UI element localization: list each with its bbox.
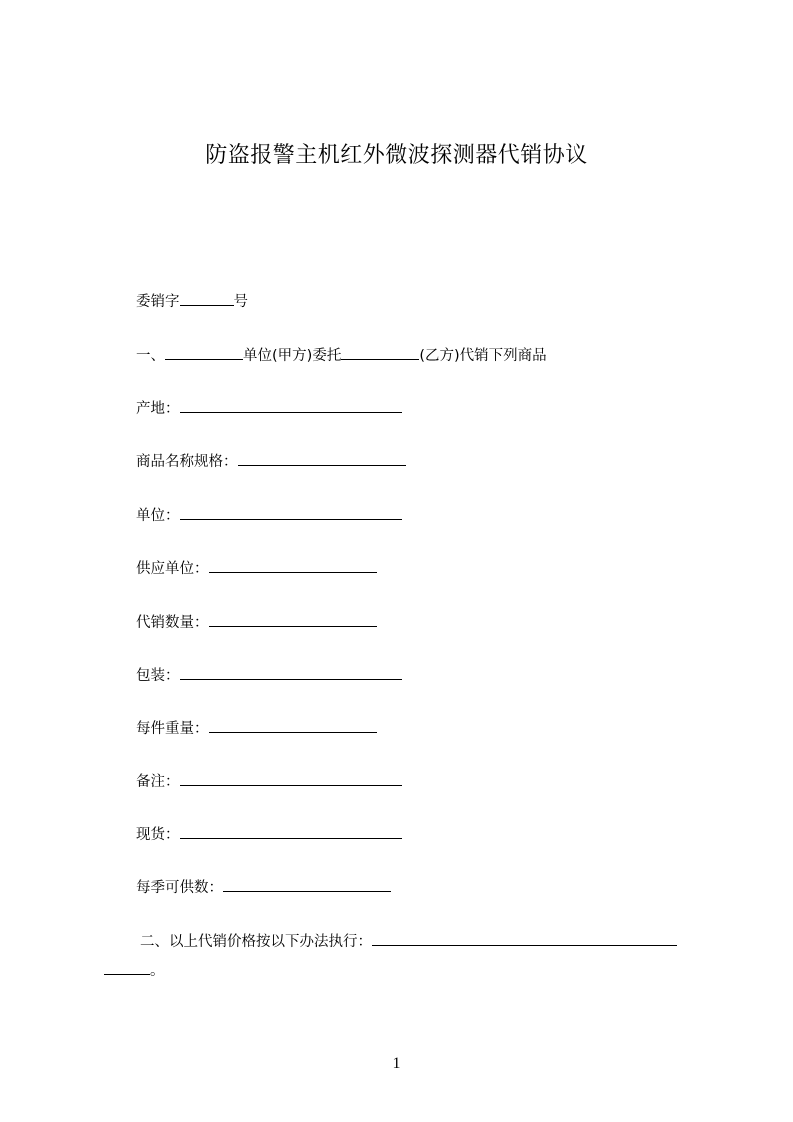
clause-2-end: 。 bbox=[150, 963, 165, 979]
field-remarks bbox=[136, 771, 402, 792]
party-b-blank[interactable] bbox=[341, 345, 419, 360]
price-method-blank-continued[interactable] bbox=[104, 960, 150, 975]
clause-1 bbox=[136, 345, 547, 366]
page-number: 1 bbox=[392, 1055, 401, 1072]
field-label: 每季可供数： bbox=[136, 880, 223, 896]
field-origin bbox=[136, 398, 402, 419]
clause-2 bbox=[140, 931, 677, 952]
clause-2-text: 二、以上代销价格按以下办法执行： bbox=[140, 934, 372, 950]
field-blank[interactable] bbox=[180, 505, 402, 520]
field-blank[interactable] bbox=[180, 824, 402, 839]
field-unit bbox=[136, 505, 402, 526]
document-title: 防盗报警主机红外微波探测器代销协议 bbox=[205, 143, 588, 168]
field-label: 包装： bbox=[136, 668, 180, 684]
clause-1-part2: (乙方)代销下列商品 bbox=[419, 348, 547, 364]
field-blank[interactable] bbox=[180, 771, 402, 786]
clause-1-part1: 单位(甲方)委托 bbox=[243, 348, 342, 364]
clause-2-continued bbox=[104, 960, 165, 981]
field-in-stock bbox=[136, 824, 402, 845]
field-blank[interactable] bbox=[180, 398, 402, 413]
field-label: 单位： bbox=[136, 508, 180, 524]
field-label: 每件重量： bbox=[136, 721, 209, 737]
field-blank[interactable] bbox=[180, 665, 402, 680]
field-quantity bbox=[136, 612, 377, 633]
field-product-name-spec bbox=[136, 451, 406, 472]
ref-prefix: 委销字 bbox=[136, 294, 180, 310]
field-blank[interactable] bbox=[238, 451, 406, 466]
field-label: 商品名称规格： bbox=[136, 454, 238, 470]
ref-blank[interactable] bbox=[180, 291, 234, 306]
price-method-blank[interactable] bbox=[372, 931, 677, 946]
field-blank[interactable] bbox=[209, 558, 377, 573]
field-label: 产地： bbox=[136, 401, 180, 417]
party-a-blank[interactable] bbox=[165, 345, 243, 360]
field-blank[interactable] bbox=[209, 612, 377, 627]
field-quarterly-supply bbox=[136, 877, 391, 898]
field-blank[interactable] bbox=[209, 718, 377, 733]
ref-line bbox=[136, 291, 248, 312]
field-label: 代销数量： bbox=[136, 615, 209, 631]
field-label: 供应单位： bbox=[136, 561, 209, 577]
field-label: 现货： bbox=[136, 827, 180, 843]
field-label: 备注： bbox=[136, 774, 180, 790]
field-blank[interactable] bbox=[223, 877, 391, 892]
ref-suffix: 号 bbox=[233, 294, 248, 310]
clause-1-number: 一、 bbox=[136, 348, 165, 364]
field-packaging bbox=[136, 665, 402, 686]
field-supplier bbox=[136, 558, 377, 579]
field-weight bbox=[136, 718, 377, 739]
